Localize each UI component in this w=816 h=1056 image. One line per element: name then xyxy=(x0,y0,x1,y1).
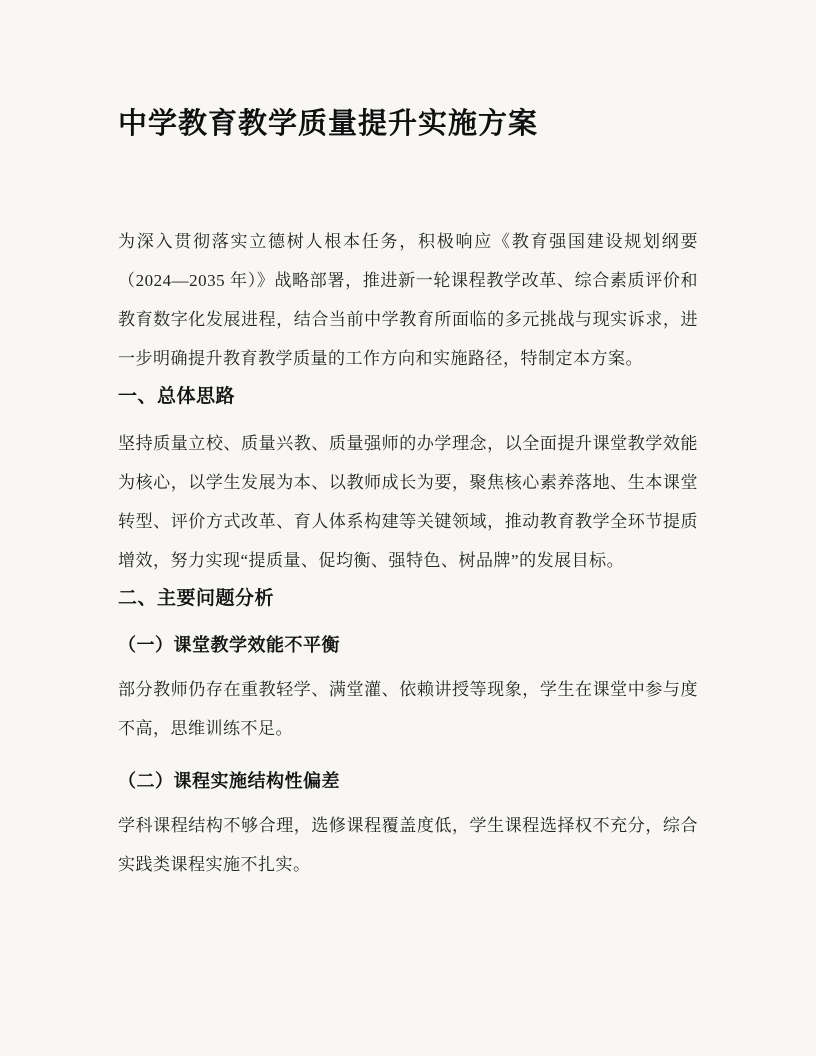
subsection-heading-curriculum-structure: （二）课程实施结构性偏差 xyxy=(118,771,340,791)
intro-paragraph: 为深入贯彻落实立德树人根本任务，积极响应《教育强国建设规划纲要（2024—2035 年）》战略部署，推进新一轮课程教学改革、综合素质评价和教育数字化发展进程，结合当前中学教育所面临的多元挑战与现实诉求，进一步明确提升教育教学质量的工作方向和实施路径，特制定本方案。 xyxy=(118,232,698,368)
section-problem-analysis xyxy=(118,586,698,884)
section-overall-approach xyxy=(118,384,698,580)
section-heading-problem-analysis: 二、主要问题分析 xyxy=(118,588,275,609)
section-paragraph: 坚持质量立校、质量兴教、质量强师的办学理念，以全面提升课堂教学效能为核心，以学生发展为本、以教师成长为要，聚焦核心素养落地、生本课堂转型、评价方式改革、育人体系构建等关键领域，推动教育教学全环节提质增效，努力实现“提质量、促均衡、强特色、树品牌”的发展目标。 xyxy=(118,434,698,570)
subsection-heading-classroom-effectiveness: （一）课堂教学效能不平衡 xyxy=(118,635,340,655)
subsection-paragraph: 学科课程结构不够合理，选修课程覆盖度低，学生课程选择权不充分，综合实践类课程实施不扎实。 xyxy=(118,816,698,874)
subsection-paragraph: 部分教师仍存在重教轻学、满堂灌、依赖讲授等现象，学生在课堂中参与度不高，思维训练不足。 xyxy=(118,680,698,738)
section-heading-overall-approach: 一、总体思路 xyxy=(118,386,236,407)
document-title: 中学教育教学质量提升实施方案 xyxy=(118,108,539,140)
